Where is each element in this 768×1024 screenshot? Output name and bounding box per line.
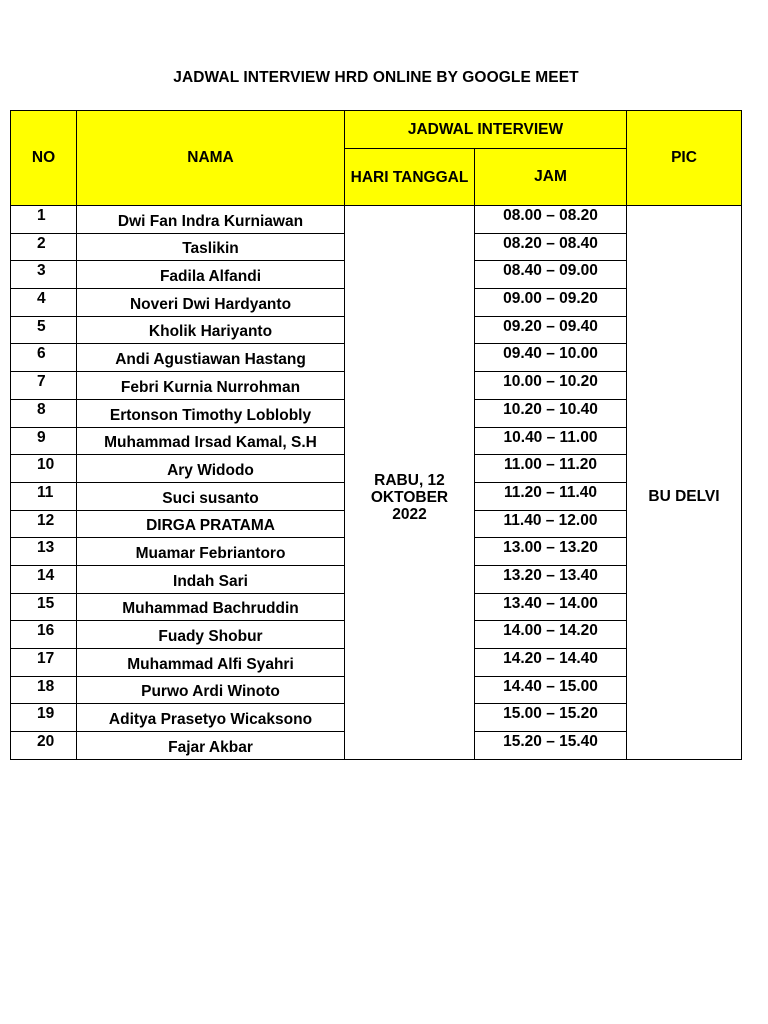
row-number: 19 — [11, 704, 77, 732]
candidate-name: Fadila Alfandi — [77, 261, 345, 289]
row-number: 17 — [11, 649, 77, 677]
candidate-name: Fuady Shobur — [77, 621, 345, 649]
interview-time: 10.00 – 10.20 — [475, 372, 627, 400]
candidate-name: Ary Widodo — [77, 455, 345, 483]
row-number: 4 — [11, 289, 77, 317]
row-number: 15 — [11, 593, 77, 621]
interview-time: 08.40 – 09.00 — [475, 261, 627, 289]
interview-time: 08.00 – 08.20 — [475, 206, 627, 234]
candidate-name: Taslikin — [77, 233, 345, 261]
row-number: 10 — [11, 455, 77, 483]
interview-time: 15.20 – 15.40 — [475, 732, 627, 760]
header-hari-tanggal — [345, 149, 475, 206]
interview-time: 13.40 – 14.00 — [475, 593, 627, 621]
row-number: 1 — [11, 206, 77, 234]
row-number: 3 — [11, 261, 77, 289]
interview-time: 10.40 – 11.00 — [475, 427, 627, 455]
interview-time: 14.20 – 14.40 — [475, 649, 627, 677]
interview-time: 08.20 – 08.40 — [475, 233, 627, 261]
interview-time: 09.20 – 09.40 — [475, 316, 627, 344]
candidate-name: Andi Agustiawan Hastang — [77, 344, 345, 372]
interview-date — [345, 206, 475, 760]
interview-time: 14.40 – 15.00 — [475, 676, 627, 704]
header-nama: NAMA — [77, 111, 345, 206]
candidate-name: Febri Kurnia Nurrohman — [77, 372, 345, 400]
row-number: 14 — [11, 565, 77, 593]
candidate-name: Muamar Febriantoro — [77, 538, 345, 566]
interview-date-text: RABU, 12 OKTOBER 2022 — [370, 471, 449, 523]
page-title: JADWAL INTERVIEW HRD ONLINE BY GOOGLE MEET — [173, 69, 579, 86]
candidate-name: Aditya Prasetyo Wicaksono — [77, 704, 345, 732]
row-number: 2 — [11, 233, 77, 261]
pic-name: BU DELVI — [627, 206, 742, 760]
interview-time: 11.40 – 12.00 — [475, 510, 627, 538]
candidate-name: Muhammad Alfi Syahri — [77, 649, 345, 677]
interview-time: 09.40 – 10.00 — [475, 344, 627, 372]
candidate-name: Muhammad Irsad Kamal, S.H — [77, 427, 345, 455]
interview-time: 13.20 – 13.40 — [475, 565, 627, 593]
interview-time: 13.00 – 13.20 — [475, 538, 627, 566]
candidate-name: Ertonson Timothy Loblobly — [77, 399, 345, 427]
header-no: NO — [11, 111, 77, 206]
interview-time: 15.00 – 15.20 — [475, 704, 627, 732]
row-number: 9 — [11, 427, 77, 455]
candidate-name: Noveri Dwi Hardyanto — [77, 289, 345, 317]
interview-time: 11.20 – 11.40 — [475, 482, 627, 510]
interview-time: 09.00 – 09.20 — [475, 289, 627, 317]
interview-time: 10.20 – 10.40 — [475, 399, 627, 427]
row-number: 12 — [11, 510, 77, 538]
candidate-name: Purwo Ardi Winoto — [77, 676, 345, 704]
interview-time: 11.00 – 11.20 — [475, 455, 627, 483]
header-hari-tanggal-label: HARI TANGGAL — [350, 168, 469, 186]
candidate-name: Suci susanto — [77, 482, 345, 510]
row-number: 20 — [11, 732, 77, 760]
candidate-name: Indah Sari — [77, 565, 345, 593]
row-number: 13 — [11, 538, 77, 566]
table-row — [11, 206, 742, 234]
row-number: 11 — [11, 482, 77, 510]
candidate-name: Muhammad Bachruddin — [77, 593, 345, 621]
schedule-rows — [11, 206, 742, 760]
candidate-name: Kholik Hariyanto — [77, 316, 345, 344]
interview-time: 14.00 – 14.20 — [475, 621, 627, 649]
row-number: 18 — [11, 676, 77, 704]
candidate-name: Fajar Akbar — [77, 732, 345, 760]
candidate-name: DIRGA PRATAMA — [77, 510, 345, 538]
row-number: 5 — [11, 316, 77, 344]
interview-schedule-table — [10, 110, 742, 760]
row-number: 8 — [11, 399, 77, 427]
row-number: 7 — [11, 372, 77, 400]
header-jam: JAM — [475, 149, 627, 206]
header-jadwal-interview: JADWAL INTERVIEW — [345, 111, 627, 149]
header-pic: PIC — [627, 111, 742, 206]
row-number: 6 — [11, 344, 77, 372]
row-number: 16 — [11, 621, 77, 649]
candidate-name: Dwi Fan Indra Kurniawan — [77, 206, 345, 234]
